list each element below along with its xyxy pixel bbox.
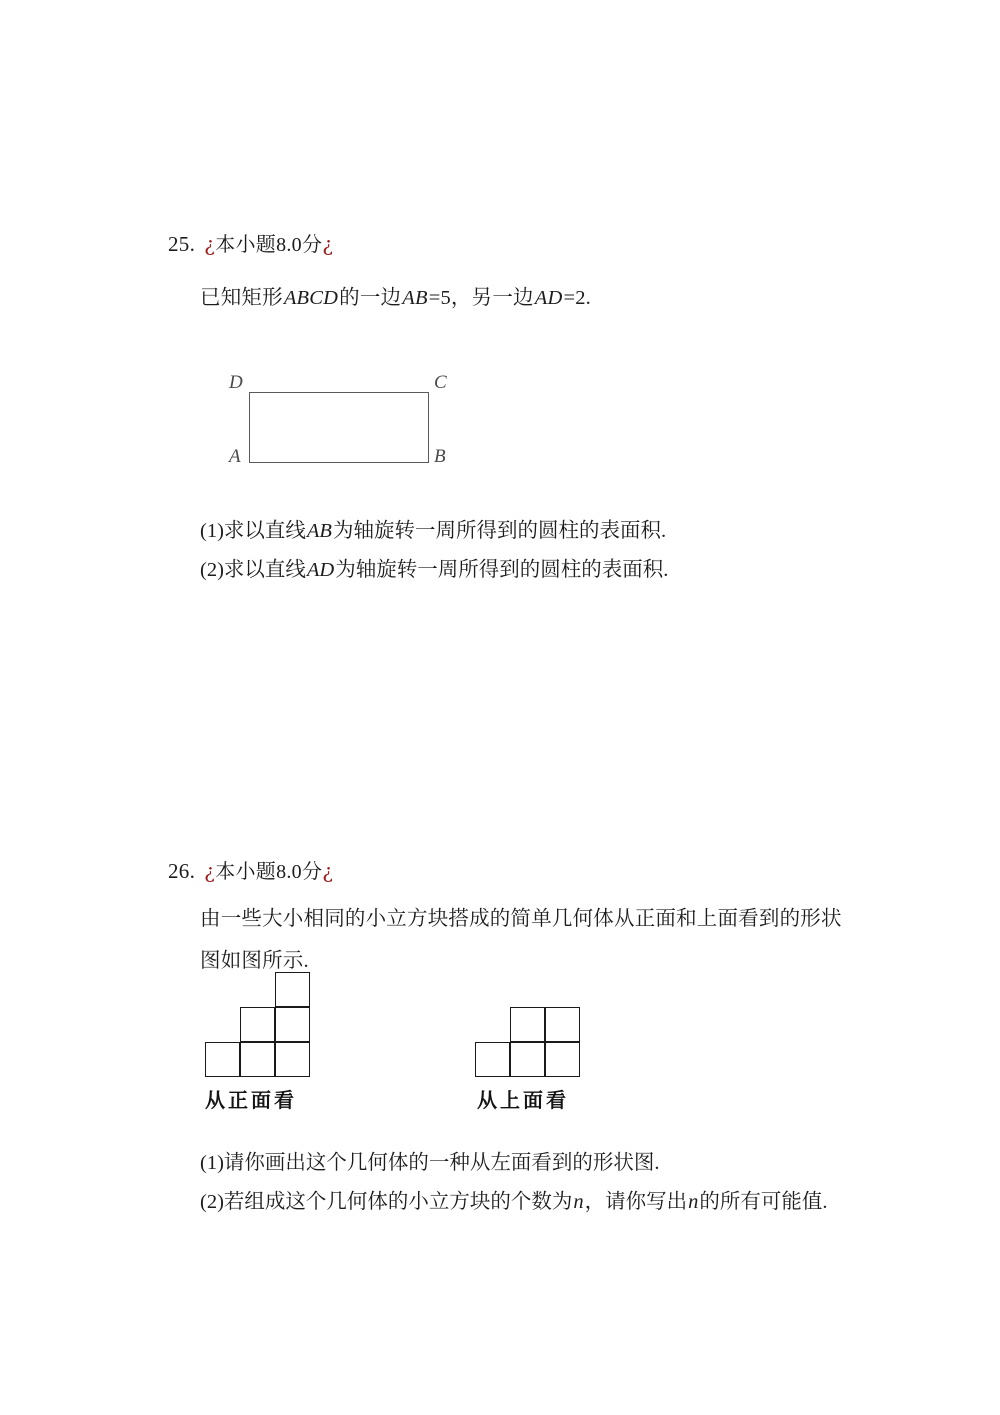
- item-1-text: 请你画出这个几何体的一种从左面看到的形状图.: [223, 1152, 660, 1174]
- grid-cell: [275, 972, 310, 1007]
- item-2-variable-n: n: [688, 1191, 699, 1213]
- item-2-text-after: 的所有可能值.: [699, 1191, 828, 1213]
- front-view-caption: 从正面看: [205, 1090, 297, 1112]
- question-26-marks: [204, 861, 333, 883]
- grid-cell: [205, 1042, 240, 1077]
- item-1-text-after: 为轴旋转一周所得到的圆柱的表面积.: [332, 520, 667, 542]
- question-26-number: 26.: [168, 859, 196, 883]
- item-2-text-before: 求以直线: [223, 559, 306, 581]
- grid-cell: [275, 1007, 310, 1042]
- grid-cell: [545, 1042, 580, 1077]
- figure-front-view: [205, 972, 310, 1112]
- item-2-variable-n: n: [573, 1191, 584, 1213]
- question-26-item-1: [200, 1145, 660, 1175]
- grid-cell: [510, 1042, 545, 1077]
- question-26-stem: 由一些大小相同的小立方块搭成的简单几何体从正面和上面看到的形状图如图所示.: [200, 908, 842, 972]
- item-1-text-before: 求以直线: [223, 520, 306, 542]
- vertex-label-b: B: [434, 446, 446, 467]
- question-25-item-2: [200, 552, 668, 582]
- rectangle-outline: [249, 392, 429, 463]
- item-1-label: (1): [200, 520, 224, 542]
- vertex-label-a: A: [229, 446, 241, 467]
- item-1-label: (1): [200, 1152, 224, 1174]
- inverted-question-icon: ¿: [204, 232, 216, 256]
- figure-orthographic-views: [0, 972, 1000, 1112]
- inverted-question-icon: ¿: [322, 232, 334, 256]
- grid-cell: [545, 1007, 580, 1042]
- stem-text-1: 已知矩形: [200, 287, 283, 309]
- grid-cell: [240, 1007, 275, 1042]
- question-25-stem: [200, 278, 591, 318]
- item-2-axis-label: AD: [306, 559, 335, 581]
- grid-cell: [240, 1042, 275, 1077]
- question-25-item-1: [200, 513, 666, 543]
- question-25-number: 25.: [168, 232, 196, 256]
- item-2-text-before: 若组成这个几何体的小立方块的个数为: [223, 1191, 573, 1213]
- front-view-grid: [205, 972, 310, 1077]
- question-25-marks: [204, 234, 333, 256]
- question-25-header: [168, 228, 333, 257]
- stem-text-3: =5，另一边: [428, 287, 534, 309]
- item-2-label: (2): [200, 559, 224, 581]
- stem-label-abcd: ABCD: [283, 287, 339, 309]
- vertex-label-d: D: [229, 372, 243, 393]
- question-26-marks-text: 本小题8.0分: [215, 861, 323, 883]
- question-26-item-2: [200, 1184, 828, 1214]
- question-25-marks-text: 本小题8.0分: [215, 234, 323, 256]
- grid-cell: [510, 1007, 545, 1042]
- stem-label-ab: AB: [402, 287, 428, 309]
- figure-rectangle-abcd: [225, 370, 455, 485]
- grid-cell: [475, 1042, 510, 1077]
- top-view-grid: [475, 1007, 580, 1077]
- inverted-question-icon: ¿: [322, 859, 334, 883]
- top-view-caption: 从上面看: [477, 1090, 569, 1112]
- grid-cell: [275, 1042, 310, 1077]
- item-2-label: (2): [200, 1191, 224, 1213]
- item-2-text-after: 为轴旋转一周所得到的圆柱的表面积.: [335, 559, 669, 581]
- stem-text-2: 的一边: [339, 287, 402, 309]
- stem-text-4: =2.: [563, 287, 591, 309]
- figure-top-view: [475, 1007, 580, 1112]
- stem-label-ad: AD: [534, 287, 563, 309]
- inverted-question-icon: ¿: [204, 859, 216, 883]
- question-26-header: [168, 855, 333, 884]
- item-1-axis-label: AB: [306, 520, 332, 542]
- item-2-text-mid: ，请你写出: [584, 1191, 688, 1213]
- vertex-label-c: C: [434, 372, 447, 393]
